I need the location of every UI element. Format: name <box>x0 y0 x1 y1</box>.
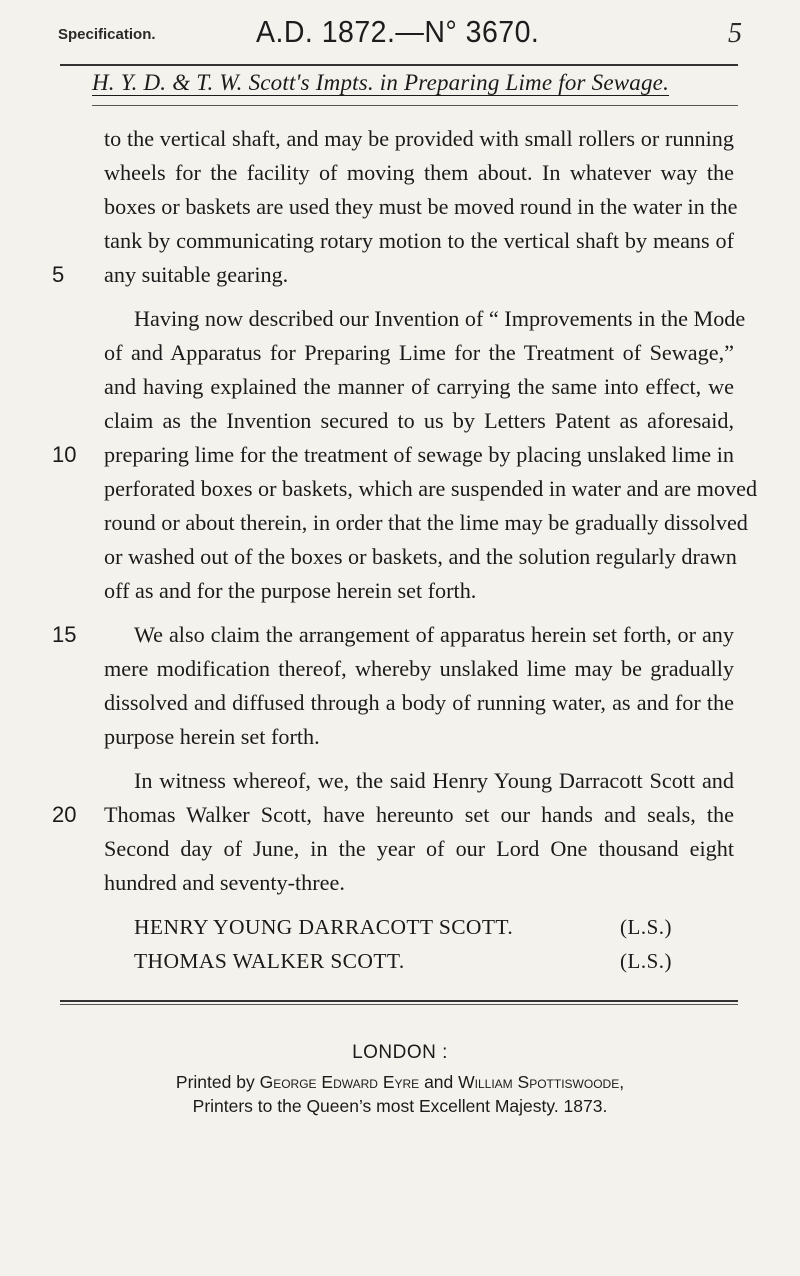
imprint-and: and <box>424 1072 454 1092</box>
imprint-city: LONDON : <box>352 1042 448 1063</box>
printer-name: George Edward Eyre <box>259 1072 420 1092</box>
body-line: mere modification thereof, whereby unslaked lime may be gradually <box>104 656 734 681</box>
body-line: dissolved and diffused through a body of running water, as and for the <box>104 690 734 715</box>
body-line: Second day of June, in the year of our Lord One thousand eight <box>104 836 734 861</box>
body-line: round or about therein, in order that the lime may be gradually dissolved <box>104 510 748 535</box>
body-line: In witness whereof, we, the said Henry Young Darracott Scott and <box>134 768 734 793</box>
body-line: perforated boxes or baskets, which are suspended in water and are moved <box>104 476 758 501</box>
body-line: Having now described our Invention of “ Improvements in the Mode <box>134 306 746 331</box>
body-line: of and Apparatus for Preparing Lime for the Treatment of Sewage,” <box>104 340 734 365</box>
body-line: tank by communicating rotary motion to the vertical shaft by means of <box>104 228 734 253</box>
body-line: any suitable gearing. <box>104 262 289 287</box>
body-line: and having explained the manner of carrying the same into effect, we <box>104 374 734 399</box>
subtitle-rule <box>92 105 738 106</box>
line-number: 20 <box>52 802 77 827</box>
footer-rule-thin <box>60 1004 738 1005</box>
imprint-line <box>0 1072 800 1093</box>
body-line: Thomas Walker Scott, have hereunto set our hands and seals, the <box>104 802 734 827</box>
document-title: A.D. 1872.—N° 3670. <box>256 14 540 49</box>
specification-label: Specification. <box>58 26 156 43</box>
body-line: We also claim the arrangement of apparatus herein set forth, or any <box>134 622 734 647</box>
body-line: or washed out of the boxes or baskets, and the solution regularly drawn <box>104 544 737 569</box>
signature-name: THOMAS WALKER SCOTT. <box>134 949 405 973</box>
header-rule <box>60 64 738 66</box>
line-number: 5 <box>52 262 65 287</box>
body-line: claim as the Invention secured to us by Letters Patent as aforesaid, <box>104 408 734 433</box>
signature-name: HENRY YOUNG DARRACOTT SCOTT. <box>134 915 514 939</box>
footer-rule <box>60 1000 738 1002</box>
body-line: wheels for the facility of moving them about. In whatever way the <box>104 160 734 185</box>
body-line: hundred and seventy-three. <box>104 870 345 895</box>
body-line: purpose herein set forth. <box>104 724 320 749</box>
line-number: 10 <box>52 442 77 467</box>
imprint-line-2: Printers to the Queen’s most Excellent Majesty. 1873. <box>192 1096 608 1116</box>
page-number: 5 <box>728 18 742 49</box>
seal-mark: (L.S.) <box>620 915 672 939</box>
line-number: 15 <box>52 622 77 647</box>
seal-mark: (L.S.) <box>620 949 672 973</box>
printer-name: William Spottiswoode, <box>458 1072 625 1092</box>
body-line: to the vertical shaft, and may be provided with small rollers or running <box>104 126 734 151</box>
body-line: preparing lime for the treatment of sewage by placing unslaked lime in <box>104 442 734 467</box>
body-line: boxes or baskets are used they must be moved round in the water in the <box>104 194 738 219</box>
running-subtitle: H. Y. D. & T. W. Scott's Impts. in Preparing Lime for Sewage. <box>92 70 670 95</box>
imprint-prefix: Printed by <box>175 1072 255 1092</box>
body-line: off as and for the purpose herein set forth. <box>104 578 477 603</box>
